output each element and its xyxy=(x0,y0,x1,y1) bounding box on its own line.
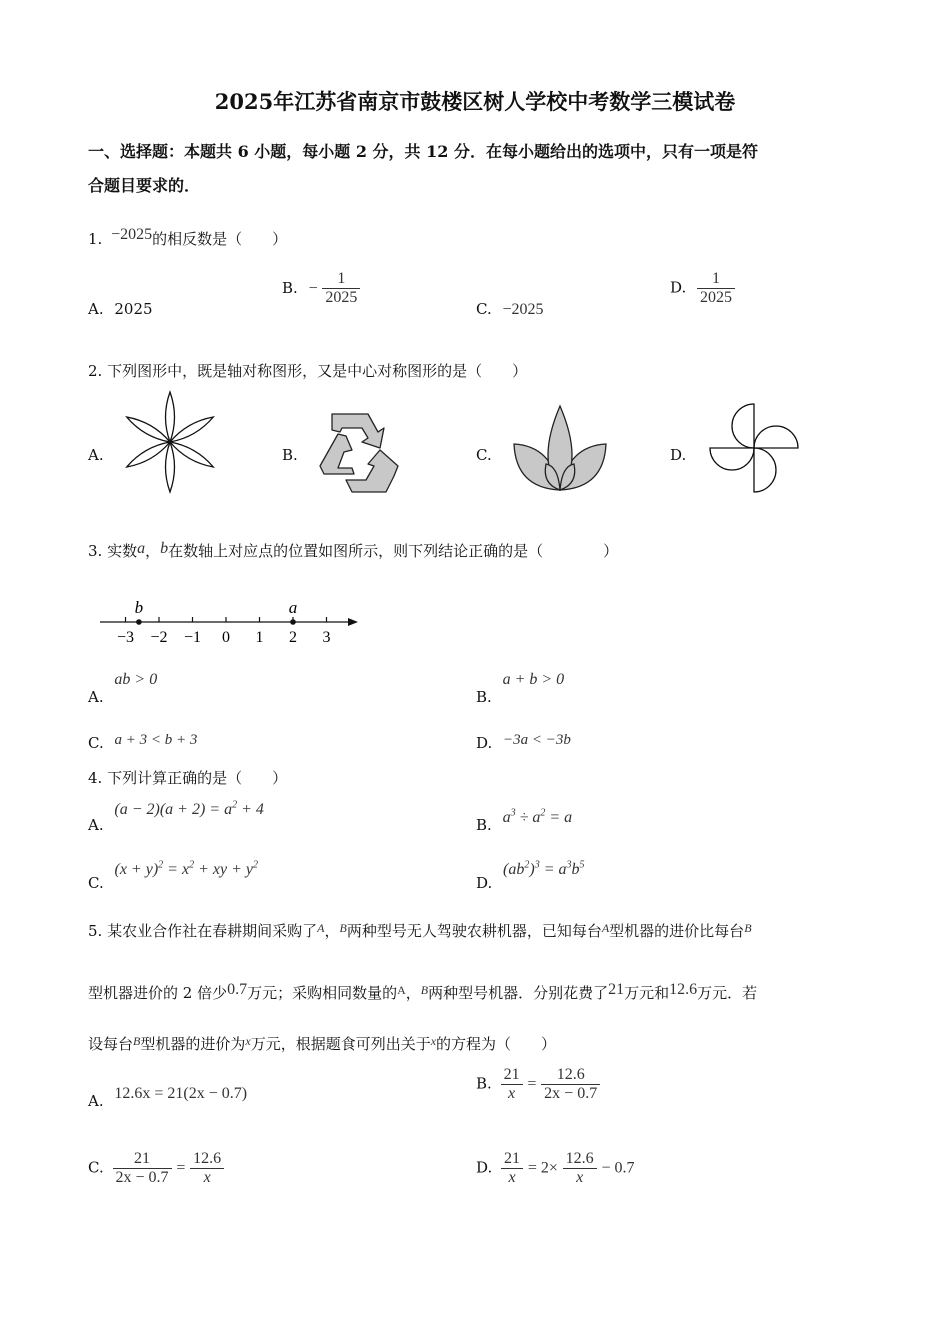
option-expression: −3a < −3b xyxy=(503,732,571,748)
option-expression: $(a - 2)(a + 2) = a^2 + 4$ xyxy=(114,800,264,819)
q5-text: 两种型号无人驾驶农耕机器，已知每台 xyxy=(346,922,602,940)
comma: ， xyxy=(324,922,340,940)
question-1 xyxy=(88,228,287,249)
value-21: 21 xyxy=(608,981,625,998)
option-expression: a + b > 0 xyxy=(502,671,565,688)
variable-b: b xyxy=(160,540,169,557)
q5-text: 万元．若 xyxy=(697,984,758,1002)
question-number: 4. xyxy=(88,769,103,787)
tick-label: 3 xyxy=(322,629,331,646)
section-line-2: 合题目要求的． xyxy=(88,176,201,195)
question-5-line-2 xyxy=(88,982,888,1003)
q5-text: 型机器进价的 2 倍少 xyxy=(88,984,228,1002)
minus-sign: − xyxy=(308,279,318,297)
tick-label: −2 xyxy=(150,629,168,646)
var-B: B xyxy=(744,921,752,935)
denominator: 2025 xyxy=(322,288,360,307)
q3-option-b xyxy=(476,670,565,706)
equals-times: = 2× xyxy=(527,1159,558,1177)
q3-option-c xyxy=(88,730,198,752)
q4-option-c xyxy=(88,860,258,893)
lotus-flower-figure xyxy=(512,402,608,494)
option-expression: $(ab^2)^3 = a^3b^5$ xyxy=(503,860,585,879)
equals: = xyxy=(176,1159,186,1177)
option-label: C. xyxy=(476,300,492,318)
tick-label: −3 xyxy=(116,629,135,646)
option-label: A. xyxy=(88,300,104,318)
q5-text: 的方程为（ ） xyxy=(436,1035,557,1053)
question-2 xyxy=(88,360,527,381)
q5-text: 两种型号机器．分别花费了 xyxy=(428,984,609,1002)
q5-option-a xyxy=(88,1084,248,1110)
option-expression: 12.6x = 21(2x − 0.7) xyxy=(114,1085,248,1102)
option-label: A. xyxy=(88,688,104,706)
var-B: B xyxy=(420,983,429,997)
variable-a: a xyxy=(137,540,146,557)
option-label: A. xyxy=(88,816,104,835)
q3-option-d xyxy=(476,730,571,752)
q4-option-b xyxy=(476,808,573,835)
value-12-6: 12.6 xyxy=(669,981,698,998)
q5-text: 万元和 xyxy=(624,984,670,1002)
separator: ， xyxy=(145,542,161,560)
question-text-post: 在数轴上对应点的位置如图所示，则下列结论正确的是（ ） xyxy=(168,542,619,560)
fraction xyxy=(697,270,735,307)
option-label: D. xyxy=(476,874,493,893)
six-petal-flower-figure xyxy=(124,390,216,494)
q5-option-c xyxy=(88,1150,224,1187)
fraction-left: $\frac{21}{2x - 0.7}$ xyxy=(113,1150,172,1187)
option-label: B. xyxy=(282,278,298,297)
option-label: C. xyxy=(88,734,104,752)
fraction-left: $\frac{21}{x}$ xyxy=(501,1150,523,1187)
q1-option-c xyxy=(476,300,544,319)
option-expression: a + 3 < b + 3 xyxy=(114,732,198,748)
var-A: A xyxy=(601,921,610,935)
fraction-right: $\frac{12.6}{x}$ xyxy=(563,1150,597,1187)
tick-label: 1 xyxy=(255,629,264,646)
q3-option-a xyxy=(88,670,158,706)
numerator: 1 xyxy=(712,270,721,287)
q5-text: 型机器的进价比每台 xyxy=(609,922,745,940)
var-B: B xyxy=(133,1034,141,1048)
fraction-right: $\frac{12.6}{x}$ xyxy=(190,1150,224,1187)
option-label: D. xyxy=(476,734,493,752)
fraction-left: $\frac{21}{x}$ xyxy=(501,1066,523,1103)
point-label-b: b xyxy=(134,598,144,617)
q5-text: 某农业合作社在春耕期间采购了 xyxy=(107,922,318,940)
q2-option-c-label: C. xyxy=(476,446,492,464)
q5-text: 万元，根据题食可列出关于 xyxy=(250,1035,431,1053)
tick-label: 0 xyxy=(222,629,230,646)
point-a xyxy=(290,619,296,625)
question-5-line-1 xyxy=(88,920,888,941)
option-expression: ab > 0 xyxy=(114,671,158,688)
q5-option-b xyxy=(476,1066,600,1103)
tail-term: − 0.7 xyxy=(601,1159,635,1177)
fraction-right: $\frac{12.6}{2x - 0.7}$ xyxy=(541,1066,600,1103)
question-5-line-3 xyxy=(88,1033,556,1054)
var-B: B xyxy=(339,921,347,935)
option-value: 2025 xyxy=(114,300,153,318)
q2-option-b-label: B. xyxy=(282,446,298,464)
question-4 xyxy=(88,767,287,788)
var-x: x xyxy=(430,1034,437,1048)
option-label: A. xyxy=(88,1092,104,1110)
option-expression: $a^3 \div a^2 = a$ xyxy=(502,808,573,827)
q5-text: 万元；采购相同数量的 xyxy=(247,984,398,1002)
option-label: C. xyxy=(88,874,104,893)
option-value: −2025 xyxy=(502,301,544,318)
number-line-figure xyxy=(92,592,368,652)
question-number: 1. xyxy=(88,230,103,248)
pinwheel-figure xyxy=(708,402,800,494)
q1-option-d xyxy=(670,270,735,307)
q2-option-a-label: A. xyxy=(88,446,104,464)
option-label: B. xyxy=(476,816,492,835)
q4-option-d xyxy=(476,860,585,893)
question-number: 3. xyxy=(88,542,103,560)
question-number: 2. xyxy=(88,362,103,380)
question-3 xyxy=(88,540,618,561)
option-label: D. xyxy=(670,278,687,297)
option-label: B. xyxy=(476,688,492,706)
q5-text: 型机器的进价为 xyxy=(140,1035,246,1053)
q5-text: 设每台 xyxy=(88,1035,134,1053)
question-number: 5. xyxy=(88,922,103,940)
point-b xyxy=(136,619,142,625)
question-text: 下列计算正确的是（ ） xyxy=(107,769,288,787)
question-text: 的相反数是（ ） xyxy=(152,230,288,248)
section-heading xyxy=(88,135,878,203)
option-label: D. xyxy=(476,1158,493,1177)
tick-label: −1 xyxy=(183,629,202,646)
comma: ， xyxy=(405,984,421,1002)
page-title: 2025年江苏省南京市鼓楼区树人学校中考数学三模试卷 xyxy=(214,89,736,114)
q1-option-a xyxy=(88,300,153,318)
numerator: 1 xyxy=(337,270,346,287)
var-A: A xyxy=(317,921,325,935)
q2-option-d-label: D. xyxy=(670,446,687,464)
q4-option-a xyxy=(88,800,264,835)
denominator: 2025 xyxy=(697,288,735,307)
question-text: 下列图形中，既是轴对称图形，又是中心对称图形的是（ ） xyxy=(107,362,528,380)
var-A: A xyxy=(397,983,406,997)
question-text-pre: 实数 xyxy=(107,542,138,560)
equals: = xyxy=(527,1075,537,1093)
q5-option-d xyxy=(476,1150,634,1187)
point-label-a: a xyxy=(288,598,298,617)
section-line-1: 一、选择题：本题共 6 小题，每小题 2 分，共 12 分．在每小题给出的选项中，只有一项是符 xyxy=(88,142,758,161)
var-x: x xyxy=(245,1034,251,1048)
q1-option-b xyxy=(282,270,360,307)
math-expression: −2025 xyxy=(111,226,153,243)
tick-label: 2 xyxy=(289,629,297,646)
fraction xyxy=(322,270,360,307)
axis-arrow xyxy=(348,618,358,626)
option-expression: $(x + y)^2 = x^2$ + xy + $y^2$ xyxy=(114,860,258,879)
value-0-7: 0.7 xyxy=(227,981,248,998)
option-label: B. xyxy=(476,1074,492,1093)
recycle-symbol-figure xyxy=(318,412,402,494)
option-label: C. xyxy=(88,1158,104,1177)
